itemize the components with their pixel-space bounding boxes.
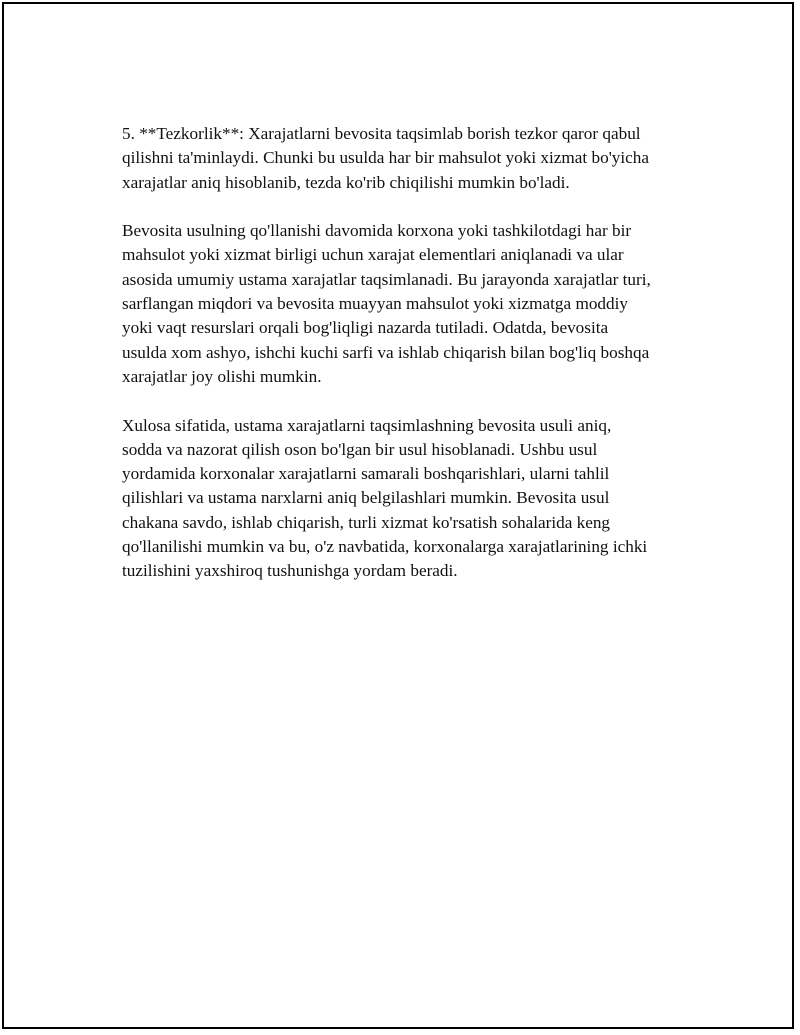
text-line: yordamida korxonalar xarajatlarni samarali boshqarishlari, ularni tahlil: [122, 464, 610, 484]
text-line: asosida umumiy ustama xarajatlar taqsimlanadi. Bu jarayonda xarajatlar turi,: [122, 269, 651, 289]
text-line: chakana savdo, ishlab chiqarish, turli xizmat ko'rsatish sohalarida keng: [122, 512, 611, 532]
paragraph-bevosita-usul: [122, 219, 702, 389]
text-line: xarajatlar joy olishi mumkin.: [122, 366, 322, 386]
text-line: usulda xom ashyo, ishchi kuchi sarfi va ishlab chiqarish bilan bog'liq boshqa: [122, 342, 650, 362]
page-frame: [2, 2, 794, 1029]
text-line: 5. **Tezkorlik**: Xarajatlarni bevosita taqsimlab borish tezkor qaror qabul: [122, 124, 641, 143]
text-line: mahsulot yoki xizmat birligi uchun xarajat elementlari aniqlanadi va ular: [122, 245, 624, 265]
text-line: sarflangan miqdori va bevosita muayyan mahsulot yoki xizmatga moddiy: [122, 294, 628, 314]
text-line: yoki vaqt resurslari orqali bog'liqligi nazarda tutiladi. Odatda, bevosita: [122, 318, 609, 338]
text-line: Xulosa sifatida, ustama xarajatlarni taqsimlashning bevosita usuli aniq,: [122, 415, 612, 435]
text-line: tuzilishini yaxshiroq tushunishga yordam beradi.: [122, 561, 458, 581]
paragraph-xulosa: [122, 414, 702, 584]
text-line: xarajatlar aniq hisoblanib, tezda ko'rib chiqilishi mumkin bo'ladi.: [122, 172, 570, 192]
text-line: qilishlari va ustama narxlarni aniq belgilashlari mumkin. Bevosita usul: [122, 488, 610, 508]
text-line: Bevosita usulning qo'llanishi davomida korxona yoki tashkilotdagi har bir: [122, 221, 632, 241]
text-line: qilishni ta'minlaydi. Chunki bu usulda har bir mahsulot yoki xizmat bo'yicha: [122, 148, 650, 168]
paragraph-tezkorlik: [122, 122, 702, 195]
text-line: qo'llanilishi mumkin va bu, o'z navbatida, korxonalarga xarajatlarining ichki: [122, 537, 648, 557]
text-line: sodda va nazorat qilish oson bo'lgan bir usul hisoblanadi. Ushbu usul: [122, 439, 598, 459]
document-body: [122, 122, 702, 608]
